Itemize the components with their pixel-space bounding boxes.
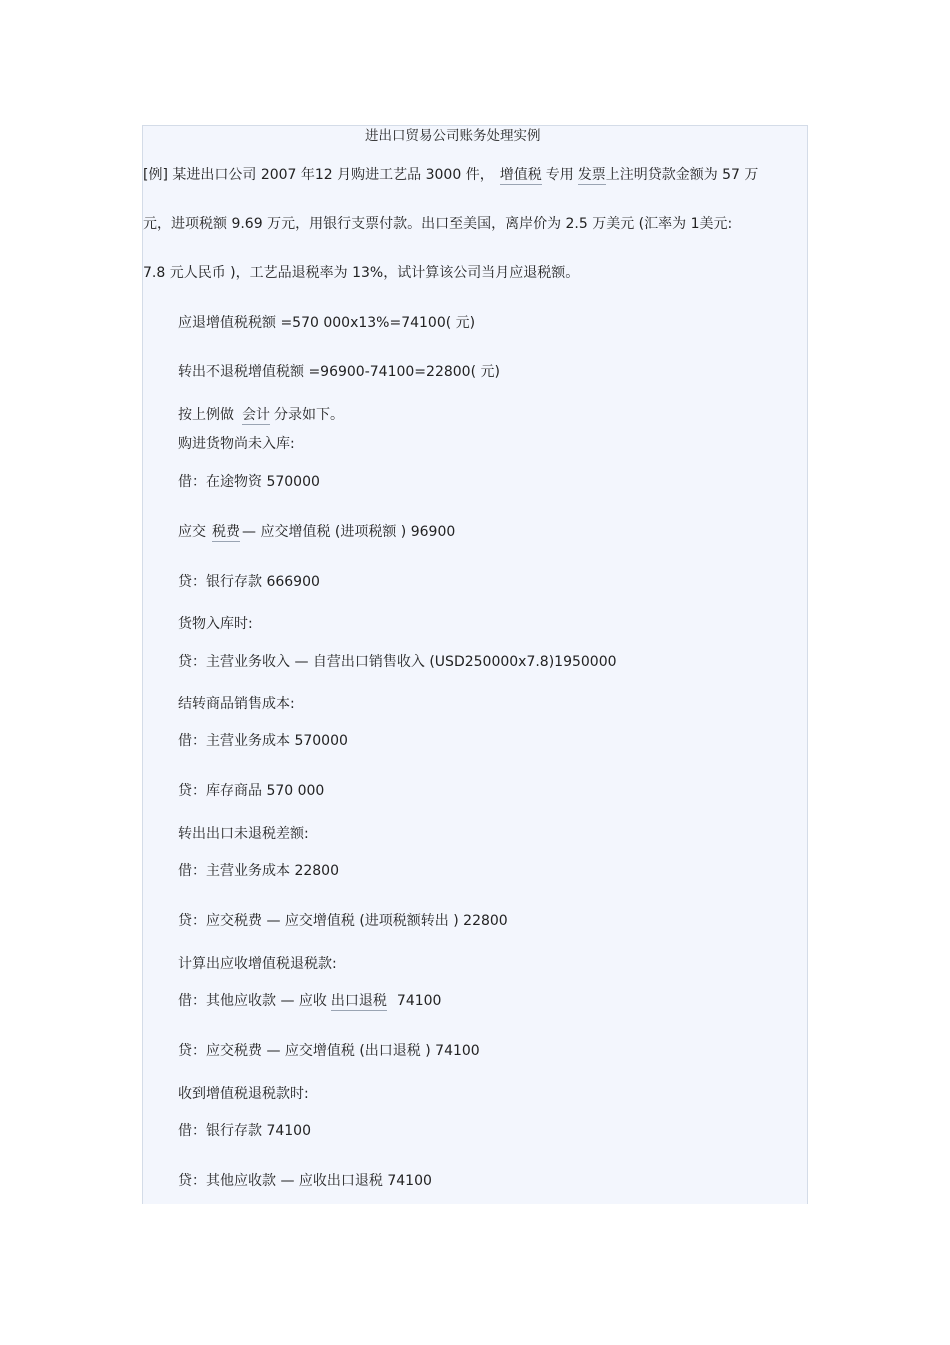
cost-debit: 借：主营业务成本 570000 (178, 733, 348, 749)
entry-text: 借：其他应收款 — 应收 (178, 993, 327, 1009)
intro-line (178, 406, 344, 424)
receivable-credit: 贷：应交税费 — 应交增值税 (出口退税 ) 74100 (178, 1043, 480, 1059)
document-title: 进出口贸易公司账务处理实例 (365, 128, 541, 144)
diff-heading: 转出出口未退税差额: (178, 826, 309, 842)
link-vat[interactable]: 增值税 (499, 167, 542, 183)
received-credit: 贷：其他应收款 — 应收出口退税 74100 (178, 1173, 432, 1189)
example-line-1 (143, 166, 758, 184)
entry-text: 应交 (178, 524, 206, 540)
link-export-refund[interactable]: 出口退税 (330, 993, 387, 1009)
purchase-tax (178, 523, 455, 541)
received-heading: 收到增值税退税款时: (178, 1086, 309, 1102)
diff-debit: 借：主营业务成本 22800 (178, 863, 339, 879)
entry-text: — 应交增值税 (进项税额 ) 96900 (242, 524, 456, 540)
purchase-heading: 购进货物尚未入库: (178, 436, 295, 452)
cost-credit: 贷：库存商品 570 000 (178, 783, 325, 799)
example-line-2: 元，进项税额 9.69 万元，用银行支票付款。出口至美国，离岸价为 2.5 万美元 (汇率为 1美元: (143, 216, 733, 232)
stock-heading: 货物入库时: (178, 616, 253, 632)
receivable-debit (178, 992, 441, 1010)
purchase-debit: 借：在途物资 570000 (178, 474, 320, 490)
example-line-3: 7.8 元人民币 )，工艺品退税率为 13%，试计算该公司当月应退税额。 (143, 265, 580, 281)
cost-heading: 结转商品销售成本: (178, 696, 295, 712)
purchase-credit: 贷：银行存款 666900 (178, 574, 320, 590)
link-taxes[interactable]: 税费 (212, 524, 240, 540)
stock-credit: 贷：主营业务收入 — 自营出口销售收入 (USD250000x7.8)1950000 (178, 654, 617, 670)
intro-text: 分录如下。 (274, 407, 344, 423)
calc-refund: 应退增值税税额 =570 000x13%=74100( 元) (178, 315, 476, 331)
link-accounting[interactable]: 会计 (242, 407, 270, 423)
calc-transfer: 转出不退税增值税额 =96900-74100=22800( 元) (178, 364, 500, 380)
diff-credit: 贷：应交税费 — 应交增值税 (进项税额转出 ) 22800 (178, 913, 508, 929)
example-text: 专用 (545, 167, 574, 183)
received-debit: 借：银行存款 74100 (178, 1123, 311, 1139)
example-text: 上注明贷款金额为 57 万 (605, 167, 759, 183)
example-text: [例] 某进出口公司 2007 年12 月购进工艺品 3000 件， (143, 167, 494, 183)
intro-text: 按上例做 (178, 407, 234, 423)
link-invoice[interactable]: 发票 (577, 167, 606, 183)
receivable-heading: 计算出应收增值税退税款: (178, 956, 337, 972)
entry-text: 74100 (396, 993, 442, 1009)
document-panel (142, 125, 808, 1204)
